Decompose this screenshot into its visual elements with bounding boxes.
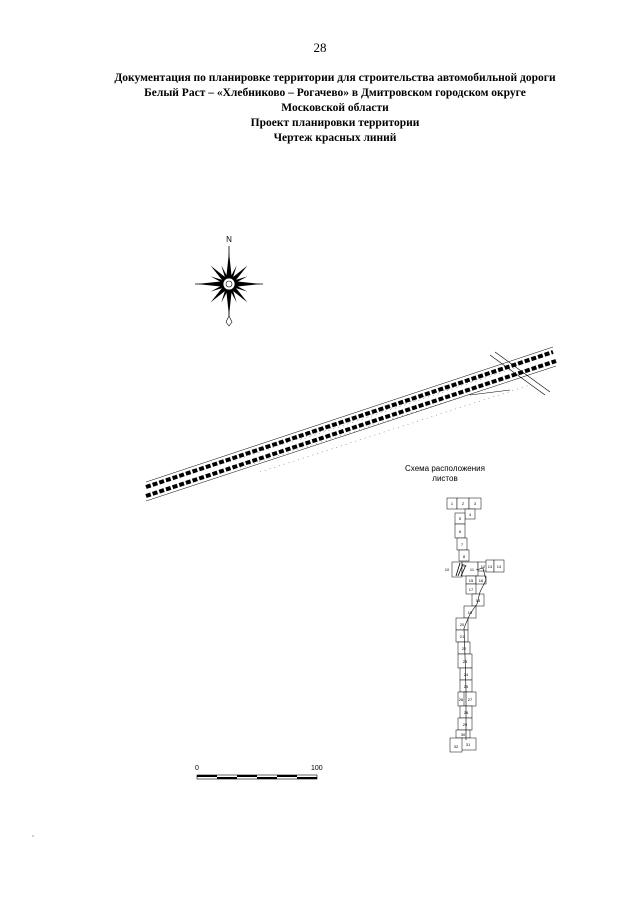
scheme-title xyxy=(380,464,510,484)
compass-north-label: N xyxy=(226,235,232,244)
scheme-title-line-1: Схема расположения xyxy=(405,464,485,473)
sheet-label: 7 xyxy=(460,542,464,547)
sheet-label: 5 xyxy=(458,516,462,521)
sheet-label: 4 xyxy=(468,512,472,517)
page-number: 28 xyxy=(313,40,327,55)
sheet-label: 28 xyxy=(463,710,469,715)
sheet-label: 31 xyxy=(465,742,471,747)
sheet-layout-scheme xyxy=(445,498,504,752)
header-line-2: Белый Раст – «Хлебниково – Рогачево» в Дмитровском городском округе xyxy=(144,87,526,99)
sheet-label: 30 xyxy=(460,732,466,737)
sheet-label: 29 xyxy=(462,722,468,727)
sheet-label: 26 xyxy=(458,697,464,702)
header-line-4: Проект планировки территории xyxy=(250,117,420,129)
sheet-label: 16 xyxy=(478,578,484,583)
sheet-label: 23 xyxy=(462,659,468,664)
scheme-title-line-2: листов xyxy=(432,474,458,483)
sheet-label: 8 xyxy=(462,554,466,559)
sheet-label: 17 xyxy=(468,587,474,592)
sheet-label: 1 xyxy=(450,501,454,506)
sheet-label: 12 xyxy=(480,564,486,569)
scale-start-label: 0 xyxy=(195,765,199,772)
sheet-label: 3 xyxy=(473,501,477,506)
sheet-label: 19 xyxy=(467,610,473,615)
compass-rose-icon xyxy=(192,235,266,326)
sheet-label: 15 xyxy=(468,578,474,583)
sheet-label: 18 xyxy=(475,598,481,603)
sheet-label: 14 xyxy=(496,564,502,569)
sheet-label: 32 xyxy=(453,744,459,749)
sheet-label: 25 xyxy=(463,684,469,689)
sheet-label: 11 xyxy=(469,567,475,572)
sheet-label: 24 xyxy=(463,672,469,677)
scale-end-label: 100 xyxy=(311,765,323,772)
header-line-1: Документация по планировке территории для строительства автомобильной дороги xyxy=(114,72,556,84)
header-line-3: Московской области xyxy=(281,102,389,114)
sheet-label: 21 xyxy=(459,634,465,639)
sheet-label: 13 xyxy=(487,564,493,569)
header-line-5: Чертеж красных линий xyxy=(273,132,397,144)
sheet-label: 2 xyxy=(461,501,465,506)
sheet-label: 22 xyxy=(461,646,467,651)
sheet-label: 6 xyxy=(458,529,462,534)
sheet-label: 10 xyxy=(444,567,450,572)
scale-bar xyxy=(197,775,317,779)
sheet-label: 27 xyxy=(467,697,473,702)
sheet-label: 9 xyxy=(462,563,466,568)
sheet-label: 20 xyxy=(459,622,465,627)
